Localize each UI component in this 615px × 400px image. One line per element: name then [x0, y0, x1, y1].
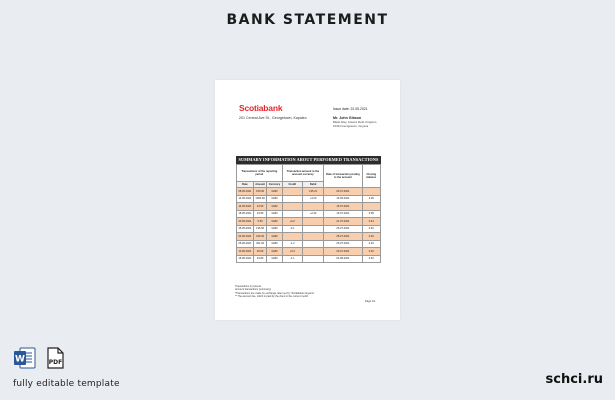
header-posting-date: Date of transaction posting to the account — [324, 165, 362, 188]
summary-title: SUMMARY INFORMATION ABOUT PERFORMED TRANSACTIONS — [236, 156, 381, 164]
cell-credit — [282, 210, 302, 218]
cell-amount: 91.80 — [253, 255, 267, 263]
cell-posting-date: 29.07.2021 — [324, 240, 362, 248]
cell-posting-date: 19.07.2021 — [324, 210, 362, 218]
cell-amount: 106.00 — [253, 233, 267, 241]
client-address: Blank Alley, Anterra Field, Kingston, 10444 Georgetown, Guyana — [333, 120, 378, 128]
bank-address: 201 Central Ave St., Georgetown, Kapaleo — [239, 116, 307, 120]
cell-credit — [282, 233, 302, 241]
pdf-icon — [43, 346, 67, 370]
cell-credit: +0.3 — [282, 248, 302, 256]
transactions-summary — [236, 156, 381, 351]
cell-date: 14.05.2021 — [237, 195, 254, 203]
cell-posting-date: 26.07.2021 — [324, 225, 362, 233]
cell-debit: +2.32 — [303, 210, 324, 218]
cell-currency: GMD — [267, 225, 282, 233]
cell-credit: +0.2 — [282, 218, 302, 226]
bank-logo: Scotiabank — [239, 103, 283, 113]
cell-debit — [303, 225, 324, 233]
page-number: Page 1/1 — [365, 300, 376, 303]
table-row — [237, 255, 381, 263]
subheader-credit: Credit — [282, 182, 302, 188]
format-icons — [13, 346, 67, 370]
cell-debit: 135.21 — [303, 188, 324, 196]
cell-currency: GMD — [267, 195, 282, 203]
cell-credit — [282, 188, 302, 196]
cell-closing-balance: 3.00 — [362, 195, 380, 203]
header-transaction-amount: Transaction amount in the account currency — [282, 165, 324, 182]
cell-posting-date: 15.07.2021 — [324, 203, 362, 211]
cell-debit — [303, 240, 324, 248]
table-row — [237, 248, 381, 256]
bank-statement-document — [215, 80, 400, 320]
subheader-date: Date — [237, 182, 254, 188]
cell-currency: GMD — [267, 255, 282, 263]
cell-amount: 1000.00 — [253, 195, 267, 203]
cell-currency: GMD — [267, 248, 282, 256]
footer-note: ** The account fee, which is paid by the client in the current month — [235, 295, 309, 299]
subheader-currency: Currency — [268, 183, 281, 186]
footer-note: Transactions in process — [235, 285, 262, 288]
table-row — [237, 210, 381, 218]
cell-date: 25.05.2021 — [237, 225, 254, 233]
cell-posting-date: 04.08.2021 — [324, 255, 362, 263]
cell-debit — [303, 248, 324, 256]
footer-note: Account transactions (summary) — [235, 288, 271, 292]
cell-closing-balance: 0.44 — [362, 218, 380, 226]
table-row — [237, 225, 381, 233]
table-row — [237, 188, 381, 196]
cell-currency: GMD — [267, 218, 282, 226]
cell-posting-date: 09.07.2021 — [324, 188, 362, 196]
cell-posting-date: 28.07.2021 — [324, 233, 362, 241]
cell-currency: GMD — [267, 240, 282, 248]
cell-posting-date: 21.07.2021 — [324, 218, 362, 226]
cell-amount: 5.50 — [253, 218, 267, 226]
cell-closing-balance: 0.40 — [362, 248, 380, 256]
cell-amount: 150.00 — [253, 188, 267, 196]
subheader-debit: Debit — [303, 182, 324, 188]
cell-date: 08.05.2021 — [237, 188, 254, 196]
cell-date: 10.06.2021 — [237, 248, 254, 256]
table-row — [237, 240, 381, 248]
cell-currency: GMD — [267, 188, 282, 196]
cell-currency: GMD — [267, 210, 282, 218]
cell-date: 02.06.2021 — [237, 233, 254, 241]
cell-posting-date: 16.05.2021 — [324, 195, 362, 203]
cell-closing-balance — [362, 203, 380, 211]
cell-debit: +3.20 — [303, 195, 324, 203]
transactions-body — [237, 188, 381, 263]
cell-closing-balance — [362, 188, 380, 196]
cell-credit — [282, 195, 302, 203]
cell-closing-balance: 0.40 — [362, 225, 380, 233]
cell-credit — [282, 203, 302, 211]
header-transactions: Transactions of the reporting period — [237, 165, 283, 182]
cell-closing-balance: 0.95 — [362, 210, 380, 218]
cell-credit: -1.1 — [282, 255, 302, 263]
cell-date: 18.05.2021 — [237, 210, 254, 218]
cell-amount: 45.60 — [253, 248, 267, 256]
cell-debit — [303, 218, 324, 226]
word-icon — [13, 346, 37, 370]
transactions-table — [236, 164, 381, 263]
issue-date: Issue date: 22.05.2021 — [333, 107, 368, 111]
footer-note: *Transactions are made by exchange rates set by "Scotiabank Guyana" — [235, 291, 315, 295]
cell-closing-balance: 0.40 — [362, 255, 380, 263]
cell-date: 15.06.2021 — [237, 255, 254, 263]
page-title: BANK STATEMENT — [226, 12, 389, 28]
svg-text:W: W — [15, 354, 25, 365]
cell-posting-date: 30.07.2021 — [324, 248, 362, 256]
site-brand[interactable]: schci.ru — [545, 372, 603, 387]
cell-date: 20.05.2021 — [237, 218, 254, 226]
cell-date: 05.06.2021 — [237, 240, 254, 248]
cell-debit — [303, 233, 324, 241]
footer-notes — [235, 285, 355, 299]
cell-credit: -1.2 — [282, 240, 302, 248]
cell-amount: 31.50 — [253, 203, 267, 211]
cell-closing-balance: 0.40 — [362, 240, 380, 248]
editable-caption: fully editable template — [13, 379, 120, 389]
svg-text:PDF: PDF — [48, 359, 63, 366]
table-row — [237, 218, 381, 226]
cell-amount: 136.50 — [253, 225, 267, 233]
subheader-amount: Amount — [255, 183, 266, 186]
table-row — [237, 233, 381, 241]
cell-currency: GMD — [267, 233, 282, 241]
cell-debit — [303, 255, 324, 263]
cell-debit — [303, 203, 324, 211]
table-row — [237, 203, 381, 211]
cell-credit: -2.1 — [282, 225, 302, 233]
header-closing-balance: Closing balance — [362, 165, 380, 188]
cell-date: 14.05.2021 — [237, 203, 254, 211]
client-name: Mr. John Gibson — [333, 116, 362, 120]
table-row — [237, 195, 381, 203]
cell-closing-balance: 0.40 — [362, 233, 380, 241]
cell-amount: 24.50 — [253, 210, 267, 218]
cell-currency: GMD — [267, 203, 282, 211]
cell-amount: 301.00 — [253, 240, 267, 248]
